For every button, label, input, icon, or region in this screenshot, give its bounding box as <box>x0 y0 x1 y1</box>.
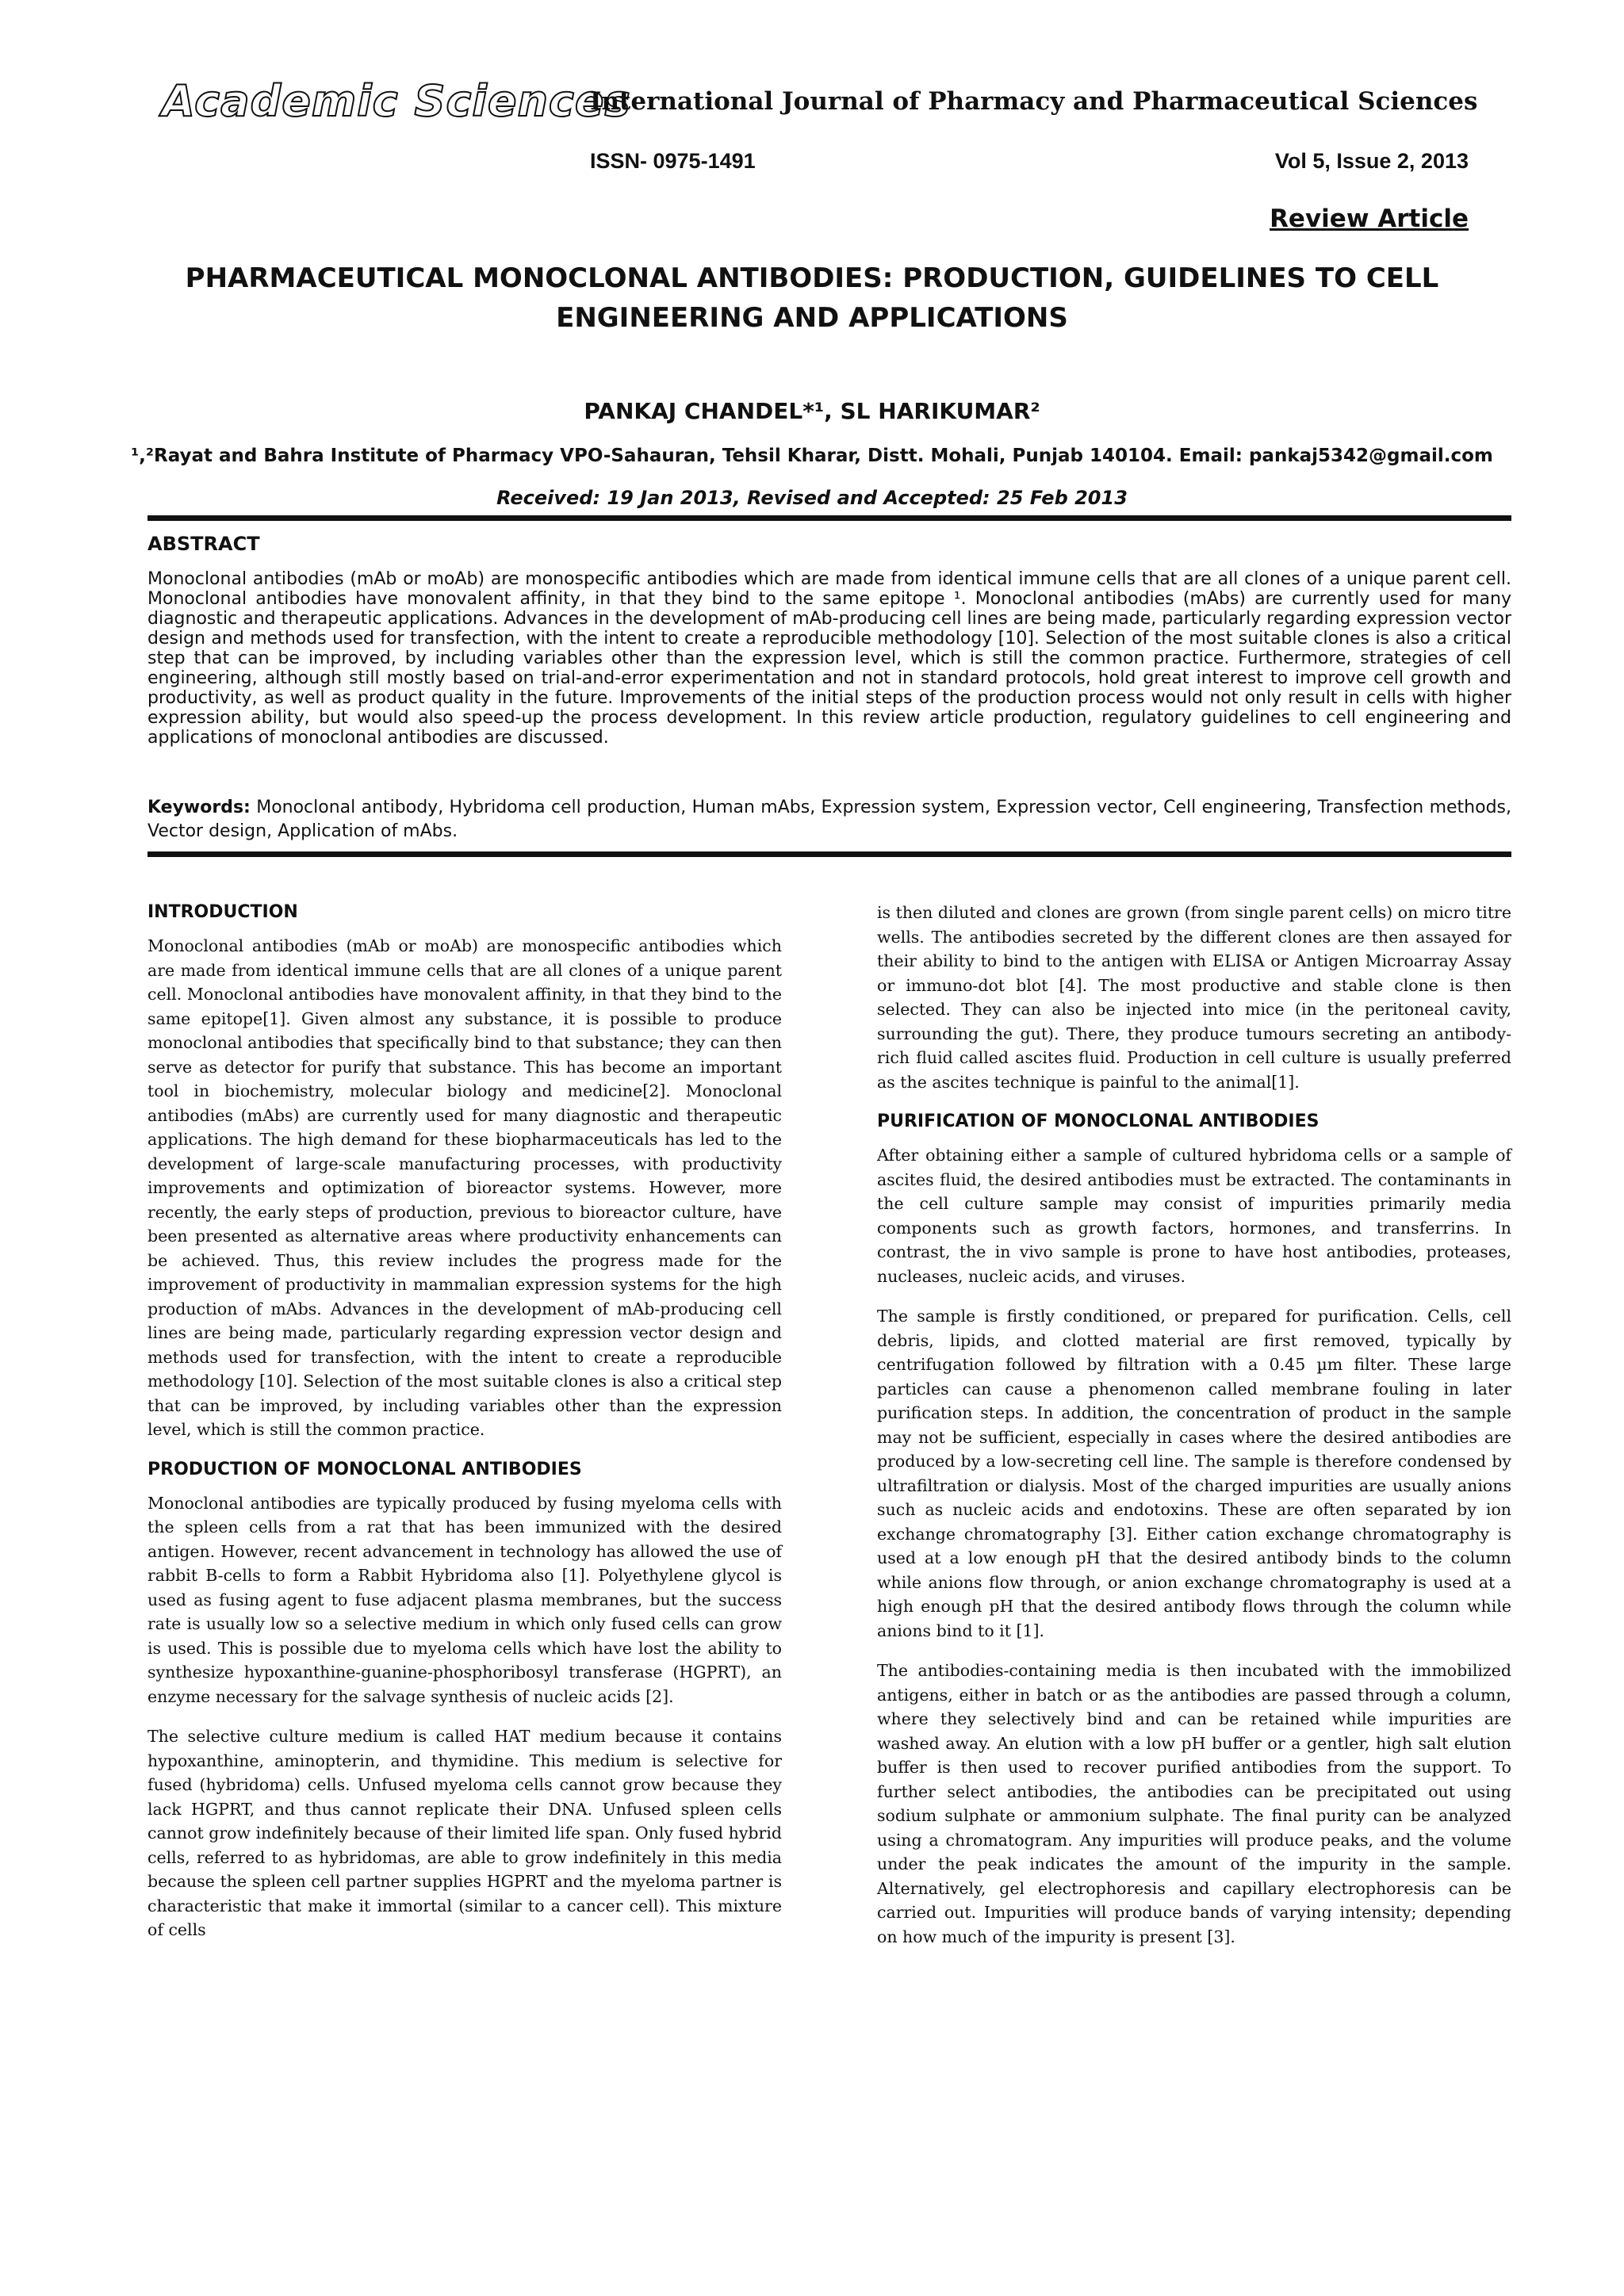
keywords-text: Monoclonal antibody, Hybridoma cell production, Human mAbs, Expression system, Expression vector, Cell engineering, Transfection methods, Vector design, Application of mAbs. <box>147 798 1511 841</box>
right-column <box>877 901 1511 1965</box>
introduction-paragraph: Monoclonal antibodies (mAb or moAb) are monospecific antibodies which are made from identical immune cells that are all clones of a unique parent cell. Monoclonal antibodies have monovalent affinity, in that they bind to the same epitope[1]. Given almost any substance, it is possible to produce monoclonal antibodies that specifically bind to that substance; they can then serve as detector for purify that substance. This has become an important tool in biochemistry, molecular biology and medicine[2]. Monoclonal antibodies (mAbs) are currently used for many diagnostic and therapeutic applications. The high demand for these biopharmaceuticals has led to the development of large-scale manufacturing processes, with productivity improvements and optimization of bioreactor systems. However, more recently, the early steps of production, previous to bioreactor culture, have been presented as alternative areas where productivity enhancements can be achieved. Thus, this review includes the progress made for the improvement of productivity in mammalian expression systems for the high production of mAbs. Advances in the development of mAb-producing cell lines are being made, particularly regarding expression vector design and methods used for transfection, with the intent to create a reproducible methodology [10]. Selection of the most suitable clones is also a critical step that can be improved, by including variables other than the expression level, which is still the common practice. <box>147 936 782 1439</box>
purification-paragraph-2: The sample is firstly conditioned, or prepared for purification. Cells, cell debris, lipids, and clotted material are first removed, typically by centrifugation followed by filtration with a 0.45 µm filter. These large particles can cause a phenomenon called membrane fouling in later purification steps. In addition, the concentration of product in the sample may not be sufficient, especially in cases where the desired antibodies are produced by a low-secreting cell line. The sample is therefore condensed by ultrafiltration or dialysis. Most of the charged impurities are usually anions such as nucleic acids and endotoxins. These are often separated by ion exchange chromatography [3]. Either cation exchange chromatography is used at a low enough pH that the desired antibody binds to the column while anions flow through, or anion exchange chromatography is used at a high enough pH that the desired antibody flows through the column while anions bind to it [1]. <box>877 1307 1511 1640</box>
introduction-heading: INTRODUCTION <box>147 902 298 922</box>
journal-title: International Journal of Pharmacy and Pharmaceutical Sciences <box>590 87 1478 116</box>
purification-paragraph-1: After obtaining either a sample of cultured hybridoma cells or a sample of ascites fluid, the desired antibodies must be extracted. The contaminants in the cell culture sample may consist of impurities primarily media components such as growth factors, hormones, and transferrins. In contrast, the in vivo sample is prone to have host antibodies, proteases, nucleases, nucleic acids, and viruses. <box>877 1146 1511 1286</box>
received-dates: Received: 19 Jan 2013, Revised and Accepted: 25 Feb 2013 <box>496 487 1128 509</box>
production-paragraph-1: Monoclonal antibodies are typically produced by fusing myeloma cells with the spleen cells from a rat that has been immunized with the desired antigen. However, recent advancement in technology has allowed the use of rabbit B-cells to form a Rabbit Hybridoma also [1]. Polyethylene glycol is used as fusing agent to fuse adjacent plasma membranes, but the success rate is usually low so a selective medium in which only fused cells can grow is used. This is possible due to myeloma cells which have lost the ability to synthesize hypoxanthine-guanine-phosphoribosyl transferase (HGPRT), an enzyme necessary for the salvage synthesis of nucleic acids [2]. <box>147 1493 782 1706</box>
affiliation: ¹,²Rayat and Bahra Institute of Pharmacy VPO-Sahauran, Tehsil Kharar, Distt. Mohali, Punjab 140104. Email: pankaj5342@gmail.com <box>131 446 1493 466</box>
purification-paragraph-3: The antibodies-containing media is then incubated with the immobilized antigens, either in batch or as the antibodies are passed through a column, where they selectively bind and can be retained while impurities are washed away. An elution with a low pH buffer or a gentler, high salt elution buffer is then used to recover purified antibodies from the support. To further select antibodies, the antibodies can be precipitated out using sodium sulphate or ammonium sulphate. The final purity can be analyzed using a chromatogram. Any impurities will produce peaks, and the volume under the peak indicates the amount of the impurity in the sample. Alternatively, gel electrophoresis and capillary electrophoresis can be carried out. Impurities will produce bands of varying intensity; depending on how much of the impurity is present [3]. <box>877 1661 1511 1946</box>
production-paragraph-2: The selective culture medium is called HAT medium because it contains hypoxanthine, aminopterin, and thymidine. This medium is selective for fused (hybridoma) cells. Unfused myeloma cells cannot grow because they lack HGPRT, and thus cannot replicate their DNA. Unfused spleen cells cannot grow indefinitely because of their limited life span. Only fused hybrid cells, referred to as hybridomas, are able to grow indefinitely in this media because the spleen cell partner supplies HGPRT and the myeloma partner is characteristic that make it immortal (similar to a cancer cell). This mixture of cells <box>147 1727 782 1939</box>
purification-heading: PURIFICATION OF MONOCLONAL ANTIBODIES <box>877 1112 1320 1131</box>
continued-paragraph: is then diluted and clones are grown (from single parent cells) on micro titre wells. The antibodies secreted by the different clones are then assayed for their ability to bind to the antigen with ELISA or Antigen Microarray Assay or immuno-dot blot [4]. The most productive and stable clone is then selected. They can also be injected into mice (in the peritoneal cavity, surrounding the gut). There, they produce tumours secreting an antibody-rich fluid called ascites fluid. Production in cell culture is usually preferred as the ascites technique is painful to the animal[1]. <box>877 903 1511 1092</box>
production-heading: PRODUCTION OF MONOCLONAL ANTIBODIES <box>147 1459 582 1479</box>
paper-title: PHARMACEUTICAL MONOCLONAL ANTIBODIES: PRODUCTION, GUIDELINES TO CELL ENGINEERING AND APPLICATIONS <box>185 262 1439 334</box>
authors: PANKAJ CHANDEL*¹, SL HARIKUMAR² <box>584 398 1040 424</box>
abstract-divider <box>147 851 1511 857</box>
issn: ISSN- 0975-1491 <box>590 149 756 173</box>
abstract-heading: ABSTRACT <box>147 533 260 555</box>
article-type: Review Article <box>1270 205 1469 233</box>
publisher-logo: Academic Sciences <box>162 76 631 126</box>
abstract-text: Monoclonal antibodies (mAb or moAb) are monospecific antibodies which are made from identical immune cells that are all clones of a unique parent cell. Monoclonal antibodies have monovalent affinity, in that they bind to the same epitope ¹. Monoclonal antibodies (mAbs) are currently used for many diagnostic and therapeutic applications. Advances in the development of mAb-producing cell lines are being made, particularly regarding expression vector design and methods used for transfection, with the intent to create a reproducible methodology [10]. Selection of the most suitable clones is also a critical step that can be improved, by including variables other than the expression level, which is still the common practice. Furthermore, strategies of cell engineering, although still mostly based on trial-and-error experimentation and not in standard protocols, hold great interest to improve cell growth and productivity, as well as product quality in the future. Improvements of the initial steps of the production process would not only result in cells with higher expression ability, but would also speed-up the process development. In this review article production, regulatory guidelines to cell engineering and applications of monoclonal antibodies are discussed. <box>147 569 1511 748</box>
left-column <box>147 901 782 1958</box>
header-divider <box>147 515 1511 521</box>
keywords-label: Keywords: <box>147 798 251 817</box>
volume-issue: Vol 5, Issue 2, 2013 <box>1274 149 1469 173</box>
keywords <box>147 796 1511 844</box>
